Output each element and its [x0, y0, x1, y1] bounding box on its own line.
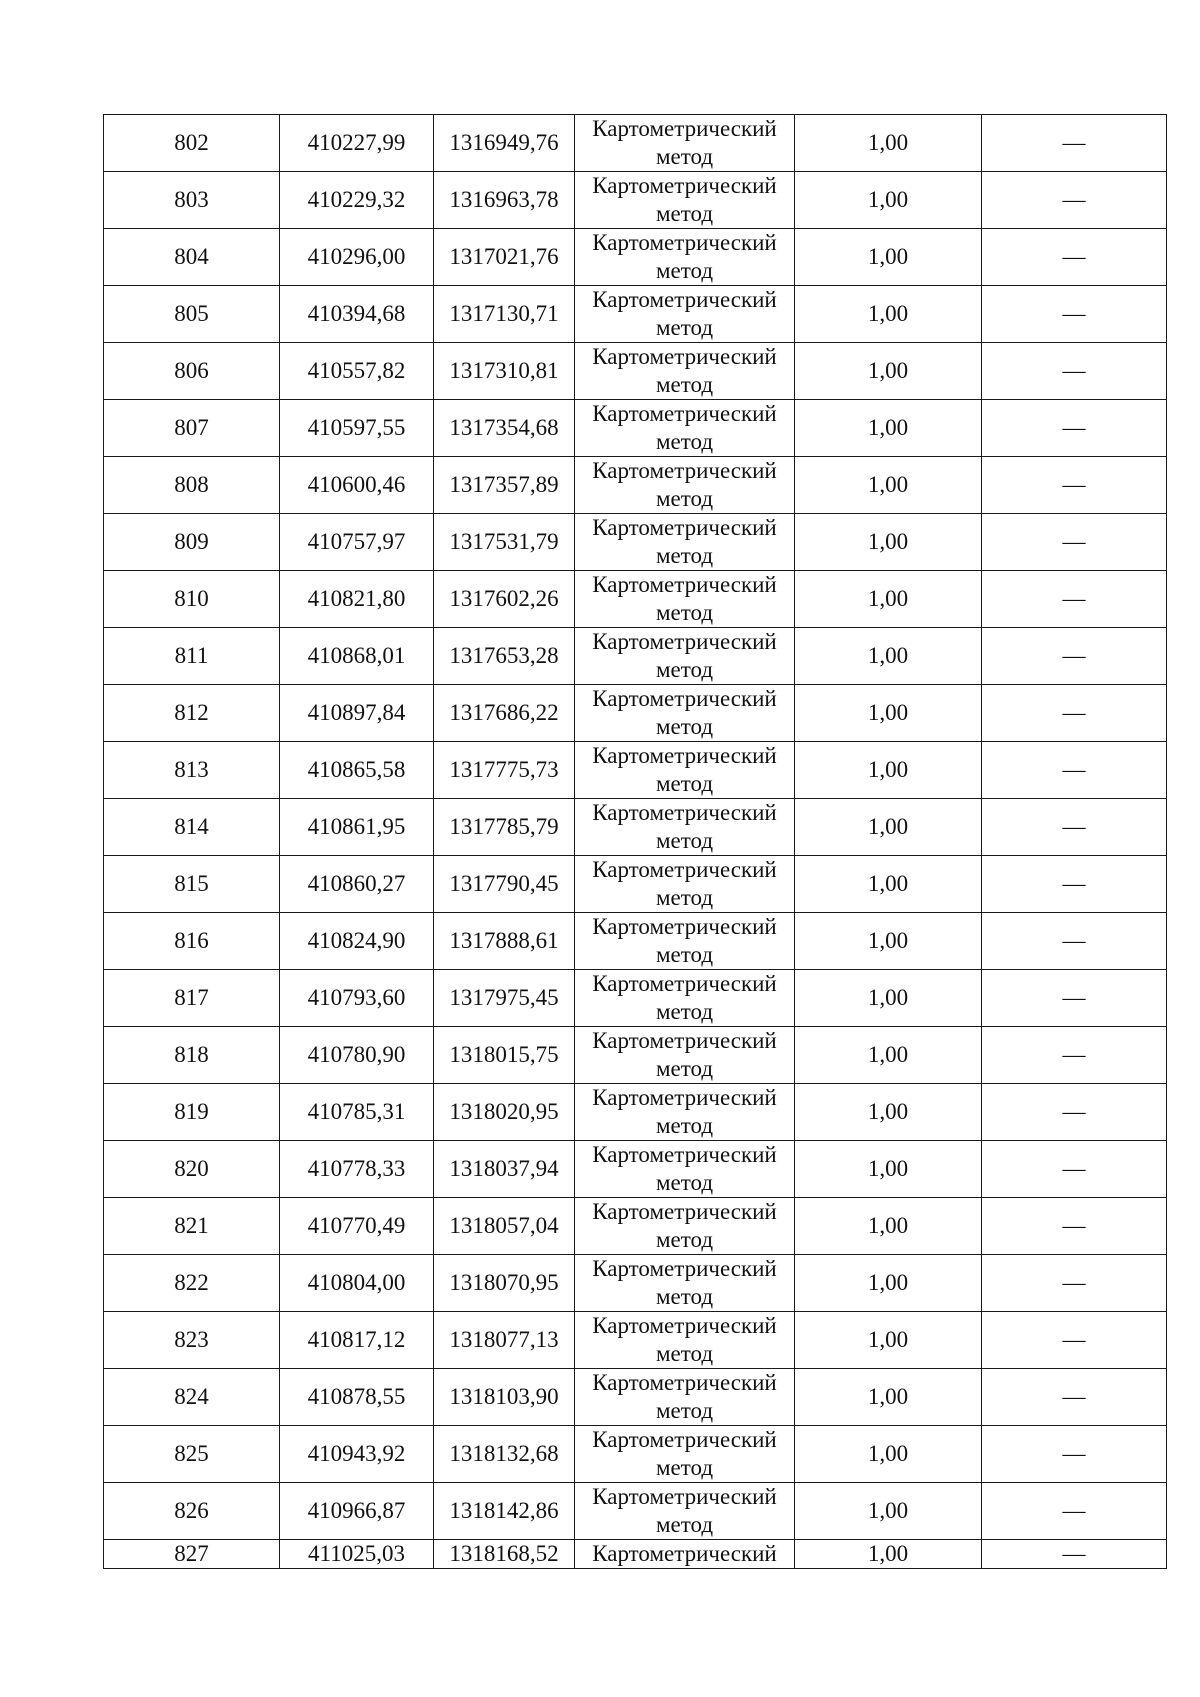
note-dash-cell: —: [982, 742, 1167, 799]
note-dash-cell: —: [982, 343, 1167, 400]
method-cell: [575, 343, 795, 400]
method-cell: [575, 856, 795, 913]
table-row: [104, 628, 1167, 685]
method-text: Картометрический метод: [592, 629, 777, 682]
coordinates-table: [103, 114, 1167, 1569]
method-cell: [575, 685, 795, 742]
note-dash-cell: —: [982, 1198, 1167, 1255]
note-dash-cell: —: [982, 115, 1167, 172]
point-number-cell: 826: [104, 1483, 280, 1540]
point-number-cell: 808: [104, 457, 280, 514]
precision-cell: 1,00: [795, 685, 982, 742]
precision-cell: 1,00: [795, 400, 982, 457]
method-cell: [575, 514, 795, 571]
y-coordinate-cell: 1316963,78: [434, 172, 575, 229]
precision-cell: 1,00: [795, 1540, 982, 1569]
point-number-cell: 819: [104, 1084, 280, 1141]
y-coordinate-cell: 1317130,71: [434, 286, 575, 343]
x-coordinate-cell: 410229,32: [280, 172, 434, 229]
table-row: [104, 172, 1167, 229]
y-coordinate-cell: 1316949,76: [434, 115, 575, 172]
x-coordinate-cell: 410861,95: [280, 799, 434, 856]
method-cell: [575, 970, 795, 1027]
point-number-cell: 809: [104, 514, 280, 571]
y-coordinate-cell: 1318077,13: [434, 1312, 575, 1369]
table-row: [104, 685, 1167, 742]
note-dash-cell: —: [982, 1141, 1167, 1198]
method-text: Картометрический метод: [592, 743, 777, 796]
note-dash-cell: —: [982, 1027, 1167, 1084]
method-text: Картометрический метод: [592, 857, 777, 910]
table-row: [104, 742, 1167, 799]
y-coordinate-cell: 1317975,45: [434, 970, 575, 1027]
table-row: [104, 457, 1167, 514]
method-text: Картометрический метод: [592, 1427, 777, 1480]
precision-cell: 1,00: [795, 799, 982, 856]
y-coordinate-cell: 1318103,90: [434, 1369, 575, 1426]
point-number-cell: 810: [104, 571, 280, 628]
table-row: [104, 229, 1167, 286]
x-coordinate-cell: 410296,00: [280, 229, 434, 286]
y-coordinate-cell: 1317888,61: [434, 913, 575, 970]
method-cell: [575, 286, 795, 343]
x-coordinate-cell: 410860,27: [280, 856, 434, 913]
table-row: [104, 286, 1167, 343]
method-cell: [575, 799, 795, 856]
point-number-cell: 814: [104, 799, 280, 856]
method-cell: [575, 628, 795, 685]
method-cell: [575, 1312, 795, 1369]
method-text: Картометрический метод: [592, 1256, 777, 1309]
x-coordinate-cell: 410943,92: [280, 1426, 434, 1483]
y-coordinate-cell: 1318057,04: [434, 1198, 575, 1255]
method-text: Картометрический метод: [592, 1085, 777, 1138]
precision-cell: 1,00: [795, 1426, 982, 1483]
y-coordinate-cell: 1317354,68: [434, 400, 575, 457]
table-row: [104, 1255, 1167, 1312]
note-dash-cell: —: [982, 400, 1167, 457]
precision-cell: 1,00: [795, 571, 982, 628]
x-coordinate-cell: 410793,60: [280, 970, 434, 1027]
table-row: [104, 1141, 1167, 1198]
note-dash-cell: —: [982, 1426, 1167, 1483]
x-coordinate-cell: 410821,80: [280, 571, 434, 628]
y-coordinate-cell: 1318020,95: [434, 1084, 575, 1141]
method-cell: [575, 115, 795, 172]
table-row: [104, 343, 1167, 400]
table-row: [104, 1027, 1167, 1084]
point-number-cell: 811: [104, 628, 280, 685]
table-row: [104, 1312, 1167, 1369]
y-coordinate-cell: 1317021,76: [434, 229, 575, 286]
y-coordinate-cell: 1318168,52: [434, 1540, 575, 1569]
y-coordinate-cell: 1317531,79: [434, 514, 575, 571]
precision-cell: 1,00: [795, 514, 982, 571]
x-coordinate-cell: 410865,58: [280, 742, 434, 799]
precision-cell: 1,00: [795, 115, 982, 172]
note-dash-cell: —: [982, 970, 1167, 1027]
method-text: Картометрический метод: [592, 116, 777, 169]
point-number-cell: 813: [104, 742, 280, 799]
method-text: Картометрический метод: [592, 800, 777, 853]
point-number-cell: 820: [104, 1141, 280, 1198]
x-coordinate-cell: 410597,55: [280, 400, 434, 457]
note-dash-cell: —: [982, 1540, 1167, 1569]
y-coordinate-cell: 1317775,73: [434, 742, 575, 799]
point-number-cell: 815: [104, 856, 280, 913]
x-coordinate-cell: 410868,01: [280, 628, 434, 685]
method-text: Картометрический метод: [592, 914, 777, 967]
x-coordinate-cell: 410897,84: [280, 685, 434, 742]
x-coordinate-cell: 410227,99: [280, 115, 434, 172]
table-row: [104, 514, 1167, 571]
method-text: Картометрический метод: [592, 1142, 777, 1195]
note-dash-cell: —: [982, 685, 1167, 742]
method-cell: [575, 1540, 795, 1569]
point-number-cell: 822: [104, 1255, 280, 1312]
y-coordinate-cell: 1317310,81: [434, 343, 575, 400]
method-cell: [575, 229, 795, 286]
method-text: Картометрический метод: [592, 1199, 777, 1252]
method-cell: [575, 1027, 795, 1084]
x-coordinate-cell: 410824,90: [280, 913, 434, 970]
method-text: Картометрический метод: [592, 1370, 777, 1423]
note-dash-cell: —: [982, 799, 1167, 856]
x-coordinate-cell: 410770,49: [280, 1198, 434, 1255]
point-number-cell: 824: [104, 1369, 280, 1426]
method-text: Картометрический метод: [592, 458, 777, 511]
x-coordinate-cell: 410817,12: [280, 1312, 434, 1369]
note-dash-cell: —: [982, 514, 1167, 571]
method-cell: [575, 1426, 795, 1483]
x-coordinate-cell: 410804,00: [280, 1255, 434, 1312]
precision-cell: 1,00: [795, 1198, 982, 1255]
note-dash-cell: —: [982, 913, 1167, 970]
point-number-cell: 812: [104, 685, 280, 742]
method-text: Картометрический метод: [592, 1484, 777, 1537]
y-coordinate-cell: 1317785,79: [434, 799, 575, 856]
table-row: [104, 1369, 1167, 1426]
precision-cell: 1,00: [795, 172, 982, 229]
table-row: [104, 1198, 1167, 1255]
precision-cell: 1,00: [795, 628, 982, 685]
y-coordinate-cell: 1318142,86: [434, 1483, 575, 1540]
method-cell: [575, 571, 795, 628]
note-dash-cell: —: [982, 571, 1167, 628]
precision-cell: 1,00: [795, 1084, 982, 1141]
precision-cell: 1,00: [795, 970, 982, 1027]
precision-cell: 1,00: [795, 913, 982, 970]
x-coordinate-cell: 410778,33: [280, 1141, 434, 1198]
table-row: [104, 1426, 1167, 1483]
x-coordinate-cell: 410394,68: [280, 286, 434, 343]
method-text: Картометрический метод: [592, 401, 777, 454]
precision-cell: 1,00: [795, 1312, 982, 1369]
point-number-cell: 825: [104, 1426, 280, 1483]
note-dash-cell: —: [982, 172, 1167, 229]
y-coordinate-cell: 1318037,94: [434, 1141, 575, 1198]
note-dash-cell: —: [982, 1084, 1167, 1141]
point-number-cell: 827: [104, 1540, 280, 1569]
method-cell: [575, 172, 795, 229]
precision-cell: 1,00: [795, 286, 982, 343]
table-row: [104, 799, 1167, 856]
point-number-cell: 817: [104, 970, 280, 1027]
method-text: Картометрический метод: [592, 1028, 777, 1081]
point-number-cell: 823: [104, 1312, 280, 1369]
method-cell: [575, 1084, 795, 1141]
y-coordinate-cell: 1318132,68: [434, 1426, 575, 1483]
y-coordinate-cell: 1317790,45: [434, 856, 575, 913]
precision-cell: 1,00: [795, 1141, 982, 1198]
note-dash-cell: —: [982, 1483, 1167, 1540]
method-cell: [575, 1483, 795, 1540]
x-coordinate-cell: 411025,03: [280, 1540, 434, 1569]
note-dash-cell: —: [982, 229, 1167, 286]
precision-cell: 1,00: [795, 457, 982, 514]
table-row: [104, 913, 1167, 970]
coordinates-table-body: [104, 115, 1167, 1569]
x-coordinate-cell: 410557,82: [280, 343, 434, 400]
y-coordinate-cell: 1317357,89: [434, 457, 575, 514]
x-coordinate-cell: 410878,55: [280, 1369, 434, 1426]
point-number-cell: 816: [104, 913, 280, 970]
table-row: [104, 1483, 1167, 1540]
method-text: Картометрический метод: [592, 173, 777, 226]
method-text: Картометрический: [592, 1541, 777, 1566]
note-dash-cell: —: [982, 457, 1167, 514]
y-coordinate-cell: 1317602,26: [434, 571, 575, 628]
y-coordinate-cell: 1318070,95: [434, 1255, 575, 1312]
precision-cell: 1,00: [795, 1483, 982, 1540]
method-cell: [575, 457, 795, 514]
method-cell: [575, 913, 795, 970]
precision-cell: 1,00: [795, 229, 982, 286]
precision-cell: 1,00: [795, 1255, 982, 1312]
method-cell: [575, 1255, 795, 1312]
point-number-cell: 807: [104, 400, 280, 457]
table-row: [104, 571, 1167, 628]
table-row: [104, 970, 1167, 1027]
note-dash-cell: —: [982, 1255, 1167, 1312]
point-number-cell: 821: [104, 1198, 280, 1255]
x-coordinate-cell: 410600,46: [280, 457, 434, 514]
precision-cell: 1,00: [795, 1027, 982, 1084]
precision-cell: 1,00: [795, 742, 982, 799]
y-coordinate-cell: 1318015,75: [434, 1027, 575, 1084]
method-text: Картометрический метод: [592, 230, 777, 283]
point-number-cell: 805: [104, 286, 280, 343]
point-number-cell: 803: [104, 172, 280, 229]
note-dash-cell: —: [982, 1312, 1167, 1369]
precision-cell: 1,00: [795, 856, 982, 913]
x-coordinate-cell: 410780,90: [280, 1027, 434, 1084]
table-row: [104, 856, 1167, 913]
point-number-cell: 806: [104, 343, 280, 400]
table-row: [104, 400, 1167, 457]
method-text: Картометрический метод: [592, 515, 777, 568]
point-number-cell: 804: [104, 229, 280, 286]
method-text: Картометрический метод: [592, 287, 777, 340]
table-row: [104, 115, 1167, 172]
note-dash-cell: —: [982, 628, 1167, 685]
method-text: Картометрический метод: [592, 1313, 777, 1366]
note-dash-cell: —: [982, 1369, 1167, 1426]
method-cell: [575, 742, 795, 799]
method-cell: [575, 1369, 795, 1426]
point-number-cell: 802: [104, 115, 280, 172]
table-row: [104, 1084, 1167, 1141]
precision-cell: 1,00: [795, 1369, 982, 1426]
method-text: Картометрический метод: [592, 572, 777, 625]
precision-cell: 1,00: [795, 343, 982, 400]
point-number-cell: 818: [104, 1027, 280, 1084]
method-text: Картометрический метод: [592, 344, 777, 397]
x-coordinate-cell: 410966,87: [280, 1483, 434, 1540]
method-cell: [575, 1198, 795, 1255]
x-coordinate-cell: 410757,97: [280, 514, 434, 571]
x-coordinate-cell: 410785,31: [280, 1084, 434, 1141]
method-cell: [575, 1141, 795, 1198]
method-text: Картометрический метод: [592, 971, 777, 1024]
method-cell: [575, 400, 795, 457]
note-dash-cell: —: [982, 856, 1167, 913]
y-coordinate-cell: 1317653,28: [434, 628, 575, 685]
y-coordinate-cell: 1317686,22: [434, 685, 575, 742]
table-row: [104, 1540, 1167, 1569]
note-dash-cell: —: [982, 286, 1167, 343]
method-text: Картометрический метод: [592, 686, 777, 739]
